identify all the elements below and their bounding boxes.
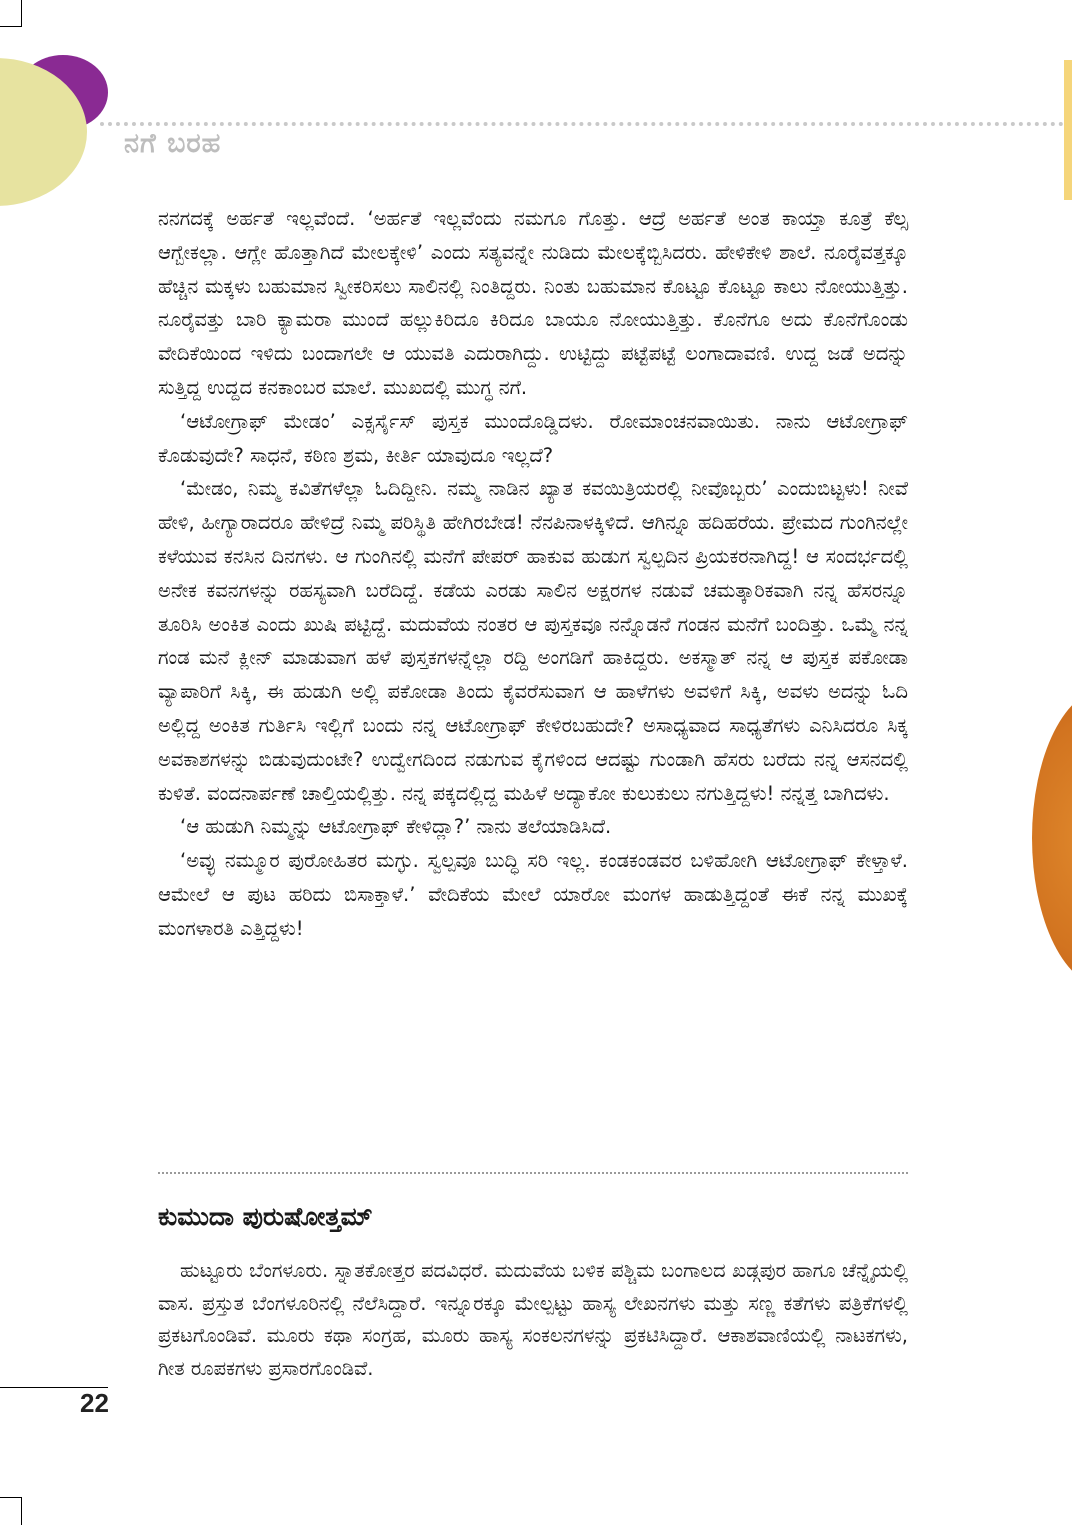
crop-mark-bottom-left-horizontal	[0, 1497, 22, 1498]
article-paragraph: ‘ಆ ಹುಡುಗಿ ನಿಮ್ಮನ್ನು ಆಟೋಗ್ರಾಫ್ ಕೇಳಿದ್ಲಾ?’ ನಾನು ತಲೆಯಾಡಿಸಿದೆ.	[180, 815, 612, 839]
crop-mark-bottom-left-vertical	[21, 1497, 22, 1525]
article-paragraph: ನನಗದಕ್ಕೆ ಅರ್ಹತೆ ಇಲ್ಲವೆಂದೆ. ‘ಅರ್ಹತೆ ಇಲ್ಲವೆಂದು ನಮಗೂ ಗೊತ್ತು. ಆದ್ರೆ ಅರ್ಹತೆ ಅಂತ ಕಾಯ್ತಾ ಕೂತ್ರೆ ಕೆಲ್ಸ ಆಗ್ಬೇಕಲ್ಲಾ. ಆಗ್ಲೇ ಹೊತ್ತಾಗಿದೆ ಮೇಲಕ್ಕೇಳಿ’ ಎಂದು ಸತ್ಯವನ್ನೇ ನುಡಿದು ಮೇಲಕ್ಕೆಬ್ಬಿಸಿದರು. ಹೇಳಿಕೇಳಿ ಶಾಲೆ. ನೂರೈವತ್ತಕ್ಕೂ ಹೆಚ್ಚಿನ ಮಕ್ಕಳು ಬಹುಮಾನ ಸ್ವೀಕರಿಸಲು ಸಾಲಿನಲ್ಲಿ ನಿಂತಿದ್ದರು. ನಿಂತು ಬಹುಮಾನ ಕೊಟ್ಟೂ ಕೊಟ್ಟೂ ಕಾಲು ನೋಯುತ್ತಿತ್ತು. ನೂರೈವತ್ತು ಬಾರಿ ಕ್ಯಾಮರಾ ಮುಂದೆ ಹಲ್ಲುಕಿರಿದೂ ಕಿರಿದೂ ಬಾಯೂ ನೋಯುತ್ತಿತ್ತು. ಕೊನೆಗೂ ಅದು ಕೊನೆಗೊಂಡು ವೇದಿಕೆಯಿಂದ ಇಳಿದು ಬಂದಾಗಲೇ ಆ ಯುವತಿ ಎದುರಾಗಿದ್ದು. ಉಟ್ಟಿದ್ದು ಪಟ್ಟೆಪಟ್ಟೆ ಲಂಗಾದಾವಣಿ. ಉದ್ದ ಜಡೆ ಅದನ್ನು ಸುತ್ತಿದ್ದ ಉದ್ದದ ಕನಕಾಂಬರ ಮಾಲೆ. ಮುಖದಲ್ಲಿ ಮುಗ್ಧ ನಗೆ.	[158, 207, 908, 399]
author-name: ಕುಮುದಾ ಪುರುಷೋತ್ತಮ್	[158, 1202, 373, 1231]
section-title: ನಗೆ ಬರಹ	[124, 128, 222, 159]
author-bio: ಹುಟ್ಟೂರು ಬೆಂಗಳೂರು. ಸ್ನಾತಕೋತ್ತರ ಪದವಿಧರೆ. ಮದುವೆಯ ಬಳಿಕ ಪಶ್ಚಿಮ ಬಂಗಾಲದ ಖಡ್ಗಪುರ ಹಾಗೂ ಚೆನ್ನೈಯಲ್ಲಿ ವಾಸ. ಪ್ರಸ್ತುತ ಬೆಂಗಳೂರಿನಲ್ಲಿ ನೆಲೆಸಿದ್ದಾರೆ. ಇನ್ನೂರಕ್ಕೂ ಮೇಲ್ಪಟ್ಟು ಹಾಸ್ಯ ಲೇಖನಗಳು ಮತ್ತು ಸಣ್ಣ ಕತೆಗಳು ಪತ್ರಿಕೆಗಳಲ್ಲಿ ಪ್ರಕಟಗೊಂಡಿವೆ. ಮೂರು ಕಥಾ ಸಂಗ್ರಹ, ಮೂರು ಹಾಸ್ಯ ಸಂಕಲನಗಳನ್ನು ಪ್ರಕಟಿಸಿದ್ದಾರೆ. ಆಕಾಶವಾಣಿಯಲ್ಲಿ ನಾಟಕಗಳು, ಗೀತ ರೂಪಕಗಳು ಪ್ರಸಾರಗೊಂಡಿವೆ.	[158, 1259, 908, 1380]
article-paragraph: ‘ಆಟೋಗ್ರಾಫ್ ಮೇಡಂ’ ಎಕ್ಸರ್ಸೈಸ್ ಪುಸ್ತಕ ಮುಂದೊಡ್ಡಿದಳು. ರೋಮಾಂಚನವಾಯಿತು. ನಾನು ಆಟೋಗ್ರಾಫ್ ಕೊಡುವುದೇ? ಸಾಧನೆ, ಕಠಿಣ ಶ್ರಮ, ಕೀರ್ತಿ ಯಾವುದೂ ಇಲ್ಲದೆ?	[158, 409, 908, 467]
article-paragraph: ‘ಮೇಡಂ, ನಿಮ್ಮ ಕವಿತೆಗಳೆಲ್ಲಾ ಓದಿದ್ದೀನಿ. ನಮ್ಮ ನಾಡಿನ ಖ್ಯಾತ ಕವಯಿತ್ರಿಯರಲ್ಲಿ ನೀವೊಬ್ಬರು’ ಎಂದುಬಿಟ್ಟಳು! ನೀವೆ ಹೇಳಿ, ಹೀಗ್ಯಾರಾದರೂ ಹೇಳಿದ್ರೆ ನಿಮ್ಮ ಪರಿಸ್ಥಿತಿ ಹೇಗಿರಬೇಡ! ನೆನಪಿನಾಳಕ್ಕಿಳಿದೆ. ಆಗಿನ್ನೂ ಹದಿಹರೆಯ. ಪ್ರೇಮದ ಗುಂಗಿನಲ್ಲೇ ಕಳೆಯುವ ಕನಸಿನ ದಿನಗಳು. ಆ ಗುಂಗಿನಲ್ಲಿ ಮನೆಗೆ ಪೇಪರ್ ಹಾಕುವ ಹುಡುಗ ಸ್ವಲ್ಪದಿನ ಪ್ರಿಯಕರನಾಗಿದ್ದ! ಆ ಸಂದರ್ಭದಲ್ಲಿ ಅನೇಕ ಕವನಗಳನ್ನು ರಹಸ್ಯವಾಗಿ ಬರೆದಿದ್ದೆ. ಕಡೆಯ ಎರಡು ಸಾಲಿನ ಅಕ್ಷರಗಳ ನಡುವೆ ಚಮತ್ಕಾರಿಕವಾಗಿ ನನ್ನ ಹೆಸರನ್ನೂ ತೂರಿಸಿ ಅಂಕಿತ ಎಂದು ಖುಷಿ ಪಟ್ಟಿದ್ದೆ. ಮದುವೆಯ ನಂತರ ಆ ಪುಸ್ತಕವೂ ನನ್ನೊಡನೆ ಗಂಡನ ಮನೆಗೆ ಬಂದಿತ್ತು. ಒಮ್ಮೆ ನನ್ನ ಗಂಡ ಮನೆ ಕ್ಲೀನ್ ಮಾಡುವಾಗ ಹಳೆ ಪುಸ್ತಕಗಳನ್ನೆಲ್ಲಾ ರದ್ದಿ ಅಂಗಡಿಗೆ ಹಾಕಿದ್ದರು. ಅಕಸ್ಮಾತ್ ನನ್ನ ಆ ಪುಸ್ತಕ ಪಕೋಡಾ ವ್ಯಾಪಾರಿಗೆ ಸಿಕ್ಕಿ, ಈ ಹುಡುಗಿ ಅಲ್ಲಿ ಪಕೋಡಾ ತಿಂದು ಕೈವರೆಸುವಾಗ ಆ ಹಾಳೆಗಳು ಅವಳಿಗೆ ಸಿಕ್ಕಿ, ಅವಳು ಅದನ್ನು ಓದಿ ಅಲ್ಲಿದ್ದ ಅಂಕಿತ ಗುರ್ತಿಸಿ ಇಲ್ಲಿಗೆ ಬಂದು ನನ್ನ ಆಟೋಗ್ರಾಫ್ ಕೇಳಿರಬಹುದೇ? ಅಸಾಧ್ಯವಾದ ಸಾಧ್ಯತೆಗಳು ಎನಿಸಿದರೂ ಸಿಕ್ಕ ಅವಕಾಶಗಳನ್ನು ಬಿಡುವುದುಂಟೇ? ಉದ್ವೇಗದಿಂದ ನಡುಗುವ ಕೈಗಳಿಂದ ಆದಷ್ಟು ಗುಂಡಾಗಿ ಹೆಸರು ಬರೆದು ನನ್ನ ಆಸನದಲ್ಲಿ ಕುಳಿತೆ. ವಂದನಾರ್ಪಣೆ ಚಾಲ್ತಿಯಲ್ಲಿತ್ತು. ನನ್ನ ಪಕ್ಕದಲ್ಲಿದ್ದ ಮಹಿಳೆ ಅದ್ಯಾಕೋ ಕುಲುಕುಲು ನಗುತ್ತಿದ್ದಳು! ನನ್ನತ್ತ ಬಾಗಿದಳು.	[158, 477, 908, 805]
pakoda-image	[1032, 688, 1072, 988]
article-body	[158, 202, 908, 946]
header-dotted-rule	[100, 122, 1072, 126]
section-divider	[158, 1172, 908, 1174]
page-number: 22	[80, 1388, 109, 1418]
edge-yellow-strip	[1064, 60, 1072, 200]
article-paragraph: ‘ಅವ್ಳು ನಮ್ಮೂರ ಪುರೋಹಿತರ ಮಗ್ಳು. ಸ್ವಲ್ಪವೂ ಬುದ್ಧಿ ಸರಿ ಇಲ್ಲ. ಕಂಡಕಂಡವರ ಬಳಿಹೋಗಿ ಆಟೋಗ್ರಾಫ್ ಕೇಳ್ತಾಳೆ. ಆಮೇಲೆ ಆ ಪುಟ ಹರಿದು ಬಿಸಾಕ್ತಾಳೆ.’ ವೇದಿಕೆಯ ಮೇಲೆ ಯಾರೋ ಮಂಗಳ ಹಾಡುತ್ತಿದ್ದಂತೆ ಈಕೆ ನನ್ನ ಮುಖಕ್ಕೆ ಮಂಗಳಾರತಿ ಎತ್ತಿದ್ದಳು!	[158, 849, 908, 940]
crop-mark-top-left-vertical	[21, 0, 22, 26]
crop-mark-top-left-horizontal	[0, 26, 22, 27]
